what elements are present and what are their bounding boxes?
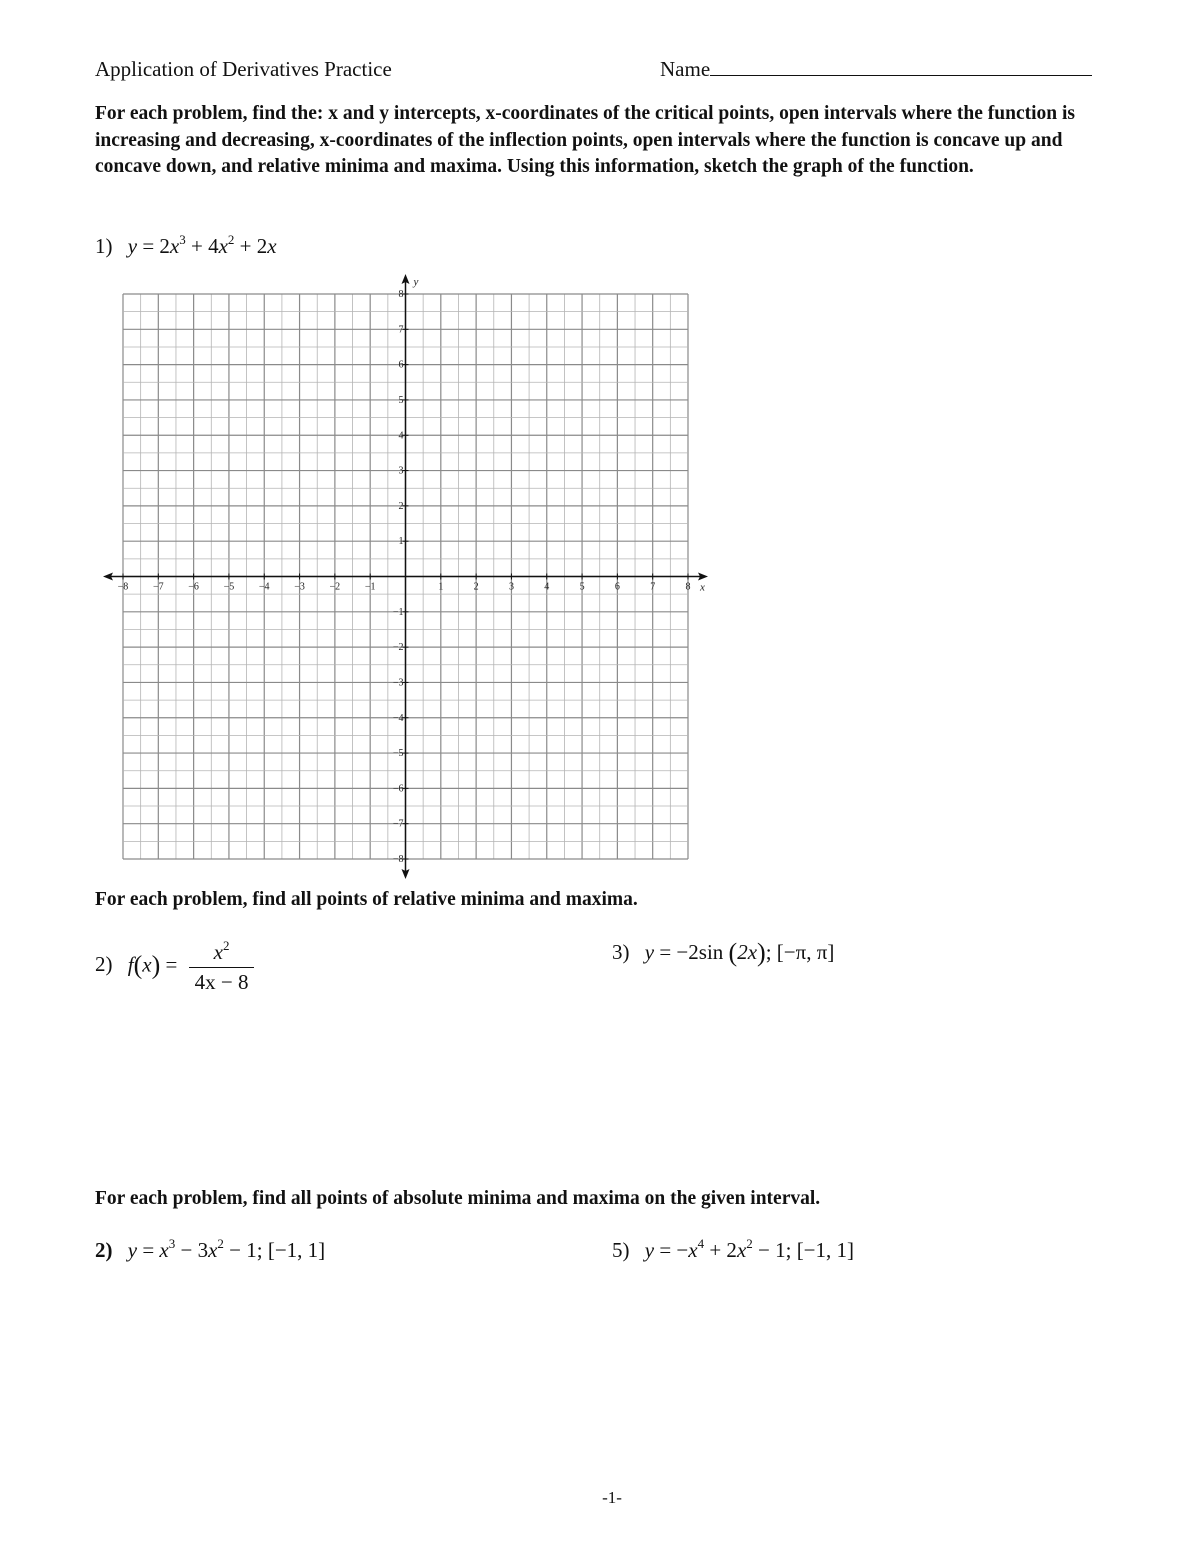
x-tick-label: 6: [614, 581, 620, 593]
problem-4-term1-var: x: [159, 1238, 169, 1262]
problem-1-equals: =: [142, 234, 155, 258]
x-tick-label: −3: [294, 581, 305, 593]
problem-4-term2-exp: 2: [217, 1236, 224, 1251]
problem-1-term1-exp: 3: [179, 232, 186, 247]
problem-5-term2-var: x: [736, 1238, 747, 1262]
problem-4-term2-var: x: [208, 1238, 218, 1262]
problem-2-num-exp: 2: [222, 938, 230, 953]
y-tick-label: −6: [392, 783, 404, 795]
x-tick-label: −4: [258, 581, 270, 593]
y-tick-label: 5: [398, 394, 404, 406]
x-tick-label: 8: [685, 581, 691, 593]
section3-instructions: For each problem, find all points of absolute minima and maxima on the given interval.: [95, 1188, 821, 1209]
problem-1-term2-coef: 4: [208, 234, 219, 258]
problem-3-equals: =: [659, 940, 672, 964]
problem-4: [95, 1236, 325, 1263]
y-tick-label: −7: [392, 818, 404, 830]
problem-2-numerator: [189, 938, 255, 967]
problem-1-plus2: +: [239, 234, 252, 258]
y-tick-label: 8: [398, 289, 404, 300]
problem-1-lhs: y: [127, 234, 138, 258]
problem-5-number: 5): [612, 1238, 630, 1262]
page-number: -1-: [602, 1488, 622, 1507]
problem-4-number: 2): [95, 1238, 113, 1262]
y-tick-label: −8: [392, 854, 404, 865]
x-tick-label: −6: [188, 581, 199, 593]
problem-2-paren-open: (: [133, 950, 143, 980]
x-tick-label: 4: [544, 581, 550, 593]
problem-3-interval: ; [−π, π]: [765, 940, 835, 964]
x-tick-label: −2: [329, 581, 341, 593]
problem-2-paren-close: ): [151, 950, 161, 980]
y-tick-label: 1: [398, 536, 404, 548]
problem-1-term1-coef: 2: [159, 234, 170, 258]
y-tick-label: 6: [398, 359, 404, 371]
problem-1-term3-coef: 2: [256, 234, 268, 258]
y-tick-label: −2: [392, 642, 404, 654]
y-tick-label: −1: [392, 606, 404, 618]
problem-5-equals: =: [659, 1238, 672, 1262]
problem-2-num-var: x: [213, 940, 223, 964]
problem-5: [612, 1236, 854, 1263]
worksheet-title: Application of Derivatives Practice: [95, 57, 392, 81]
problem-5-term1-exp: 4: [697, 1236, 705, 1251]
problem-2-var: x: [142, 952, 152, 977]
problem-2-equals: =: [165, 952, 178, 977]
problem-1-term1-var: x: [169, 234, 180, 258]
y-tick-label: 7: [398, 324, 404, 336]
y-axis-label: y: [413, 276, 419, 288]
problem-3-arg-close: ): [757, 938, 766, 967]
problem-1-plus1: +: [191, 234, 203, 258]
problem-5-lhs: y: [644, 1238, 655, 1262]
x-tick-label: −5: [223, 581, 235, 593]
problem-5-plus1: + 2: [709, 1238, 737, 1262]
problem-5-term1-sign: −: [676, 1238, 689, 1262]
y-tick-label: 3: [398, 465, 404, 477]
y-tick-label: 4: [398, 430, 404, 442]
problem-1-term2-var: x: [218, 234, 228, 258]
problem-3-number: 3): [612, 940, 630, 964]
problem-5-term2-exp: 2: [746, 1236, 753, 1251]
problem-1-term2-exp: 2: [227, 232, 235, 247]
x-tick-label: −1: [364, 581, 376, 593]
y-tick-label: −3: [392, 677, 404, 689]
x-tick-label: 1: [438, 581, 444, 593]
problem-5-term1-var: x: [688, 1238, 698, 1262]
problem-3-rhs-prefix: −2sin: [676, 940, 724, 964]
y-tick-label: −4: [392, 712, 404, 724]
problem-4-equals: =: [142, 1238, 155, 1262]
x-tick-label: 3: [508, 581, 514, 593]
x-tick-label: −8: [117, 581, 129, 593]
name-label: Name: [660, 57, 711, 81]
problem-1-number: 1): [95, 234, 113, 258]
problem-2-denominator: 4x − 8: [189, 967, 255, 995]
problem-2: [95, 938, 254, 995]
problem-4-minus1: − 3: [180, 1238, 209, 1262]
problem-2-fraction: [189, 938, 255, 995]
problem-1-term3-var: x: [267, 234, 277, 258]
problem-4-lhs: y: [127, 1238, 138, 1262]
y-tick-label: −5: [392, 748, 404, 760]
x-axis-label: x: [700, 581, 705, 594]
x-tick-label: 2: [473, 581, 479, 593]
problem-2-func: f: [127, 952, 134, 977]
problem-5-tail: − 1; [−1, 1]: [758, 1238, 855, 1262]
problem-2-number: 2): [95, 952, 113, 977]
section1-instructions: For each problem, find the: x and y intercepts, x-coordinates of the critical points, open intervals where the function is increasing and decreasing, x-coordinates of the inflection points, open intervals where the function is concave up and concave down, and relative minima and maxima. Using this information, sketch the graph of the function.: [95, 103, 1075, 177]
problem-3: [612, 938, 834, 968]
y-tick-label: 2: [398, 500, 404, 512]
problem-3-arg-open: (: [728, 938, 738, 967]
section2-instructions: For each problem, find all points of relative minima and maxima.: [95, 889, 638, 910]
problem-4-term1-exp: 3: [168, 1236, 176, 1251]
problem-3-lhs: y: [644, 940, 655, 964]
x-tick-label: 7: [650, 581, 656, 593]
x-tick-label: −7: [152, 581, 164, 593]
problem-4-tail: − 1; [−1, 1]: [229, 1238, 326, 1262]
problem-3-arg: 2x: [737, 940, 758, 964]
x-tick-label: 5: [579, 581, 585, 593]
